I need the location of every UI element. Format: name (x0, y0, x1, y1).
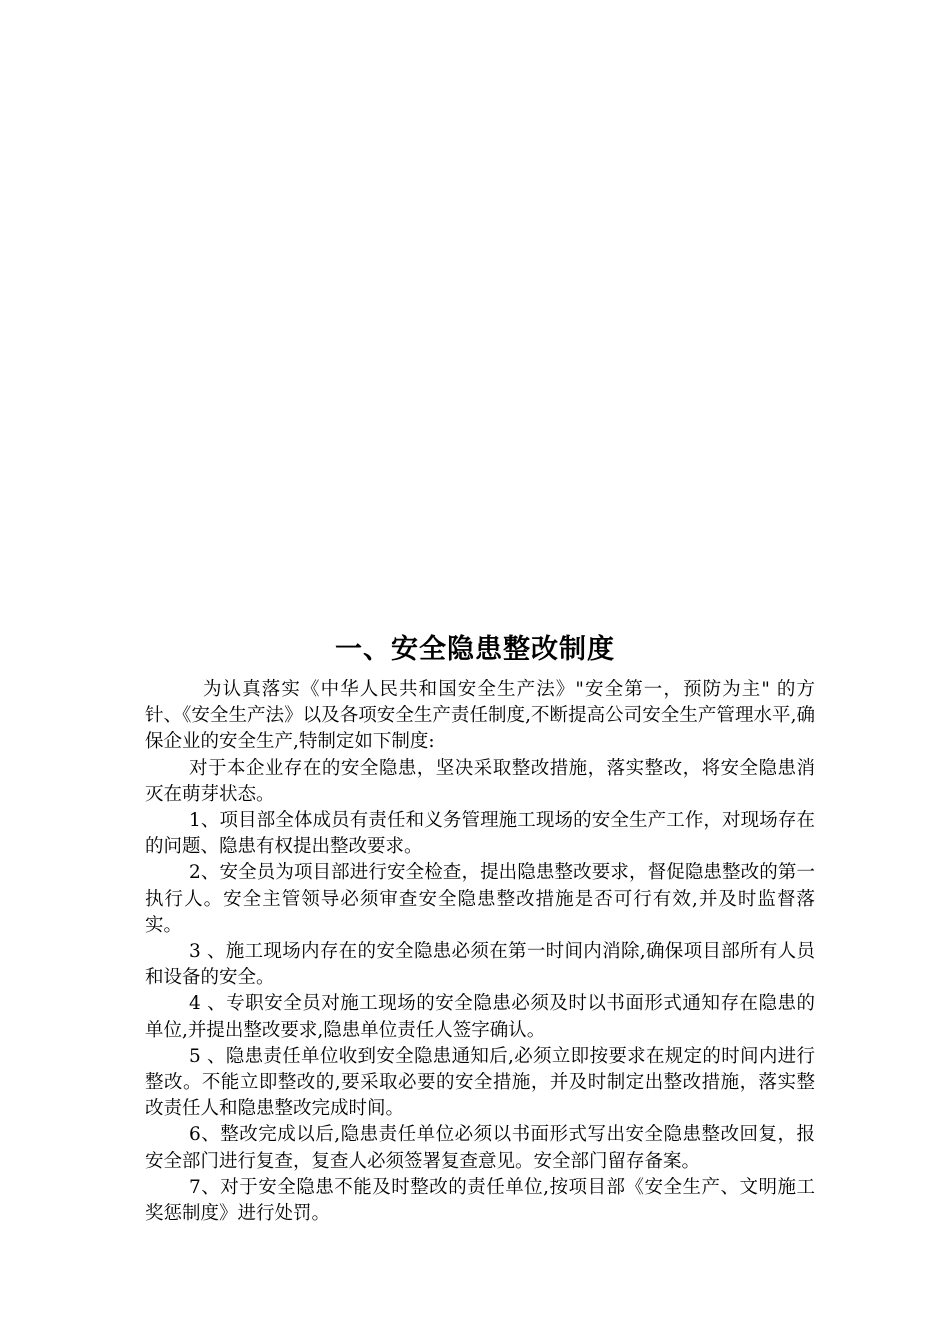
rule-item-2: 2、安全员为项目部进行安全检查，提出隐患整改要求，督促隐患整改的第一执行人。安全主管领导必须审查安全隐患整改措施是否可行有效,并及时监督落实。 (145, 862, 815, 936)
document-body (145, 677, 815, 1227)
rule-item-3: 3 、施工现场内存在的安全隐患必须在第一时间内消除,确保项目部所有人员和设备的安全。 (145, 941, 815, 989)
rule-item-6: 6、整改完成以后,隐患责任单位必须以书面形式写出安全隐患整改回复，报安全部门进行复查，复查人必须签署复查意见。安全部门留存备案。 (145, 1124, 815, 1172)
document-title: 一、安全隐患整改制度 (335, 634, 615, 665)
rule-item-1: 1、项目部全体成员有责任和义务管理施工现场的安全生产工作，对现场存在的问题、隐患有权提出整改要求。 (145, 810, 815, 858)
policy-paragraph: 对于本企业存在的安全隐患，坚决采取整改措施，落实整改，将安全隐患消灭在萌芽状态。 (145, 757, 815, 805)
intro-paragraph: 为认真落实《中华人民共和国安全生产法》"安全第一，预防为主" 的方针、《安全生产法》以及各项安全生产责任制度,不断提高公司安全生产管理水平,确保企业的安全生产,特制定如下制度: (145, 679, 815, 753)
rule-item-7: 7、对于安全隐患不能及时整改的责任单位,按项目部《安全生产、文明施工奖惩制度》进行处罚。 (145, 1176, 815, 1225)
rule-item-5: 5 、隐患责任单位收到安全隐患通知后,必须立即按要求在规定的时间内进行整改。不能立即整改的,要采取必要的安全措施，并及时制定出整改措施，落实整改责任人和隐患整改完成时间。 (145, 1045, 815, 1120)
rule-item-4: 4 、专职安全员对施工现场的安全隐患必须及时以书面形式通知存在隐患的单位,并提出整改要求,隐患单位责任人签字确认。 (145, 993, 815, 1041)
